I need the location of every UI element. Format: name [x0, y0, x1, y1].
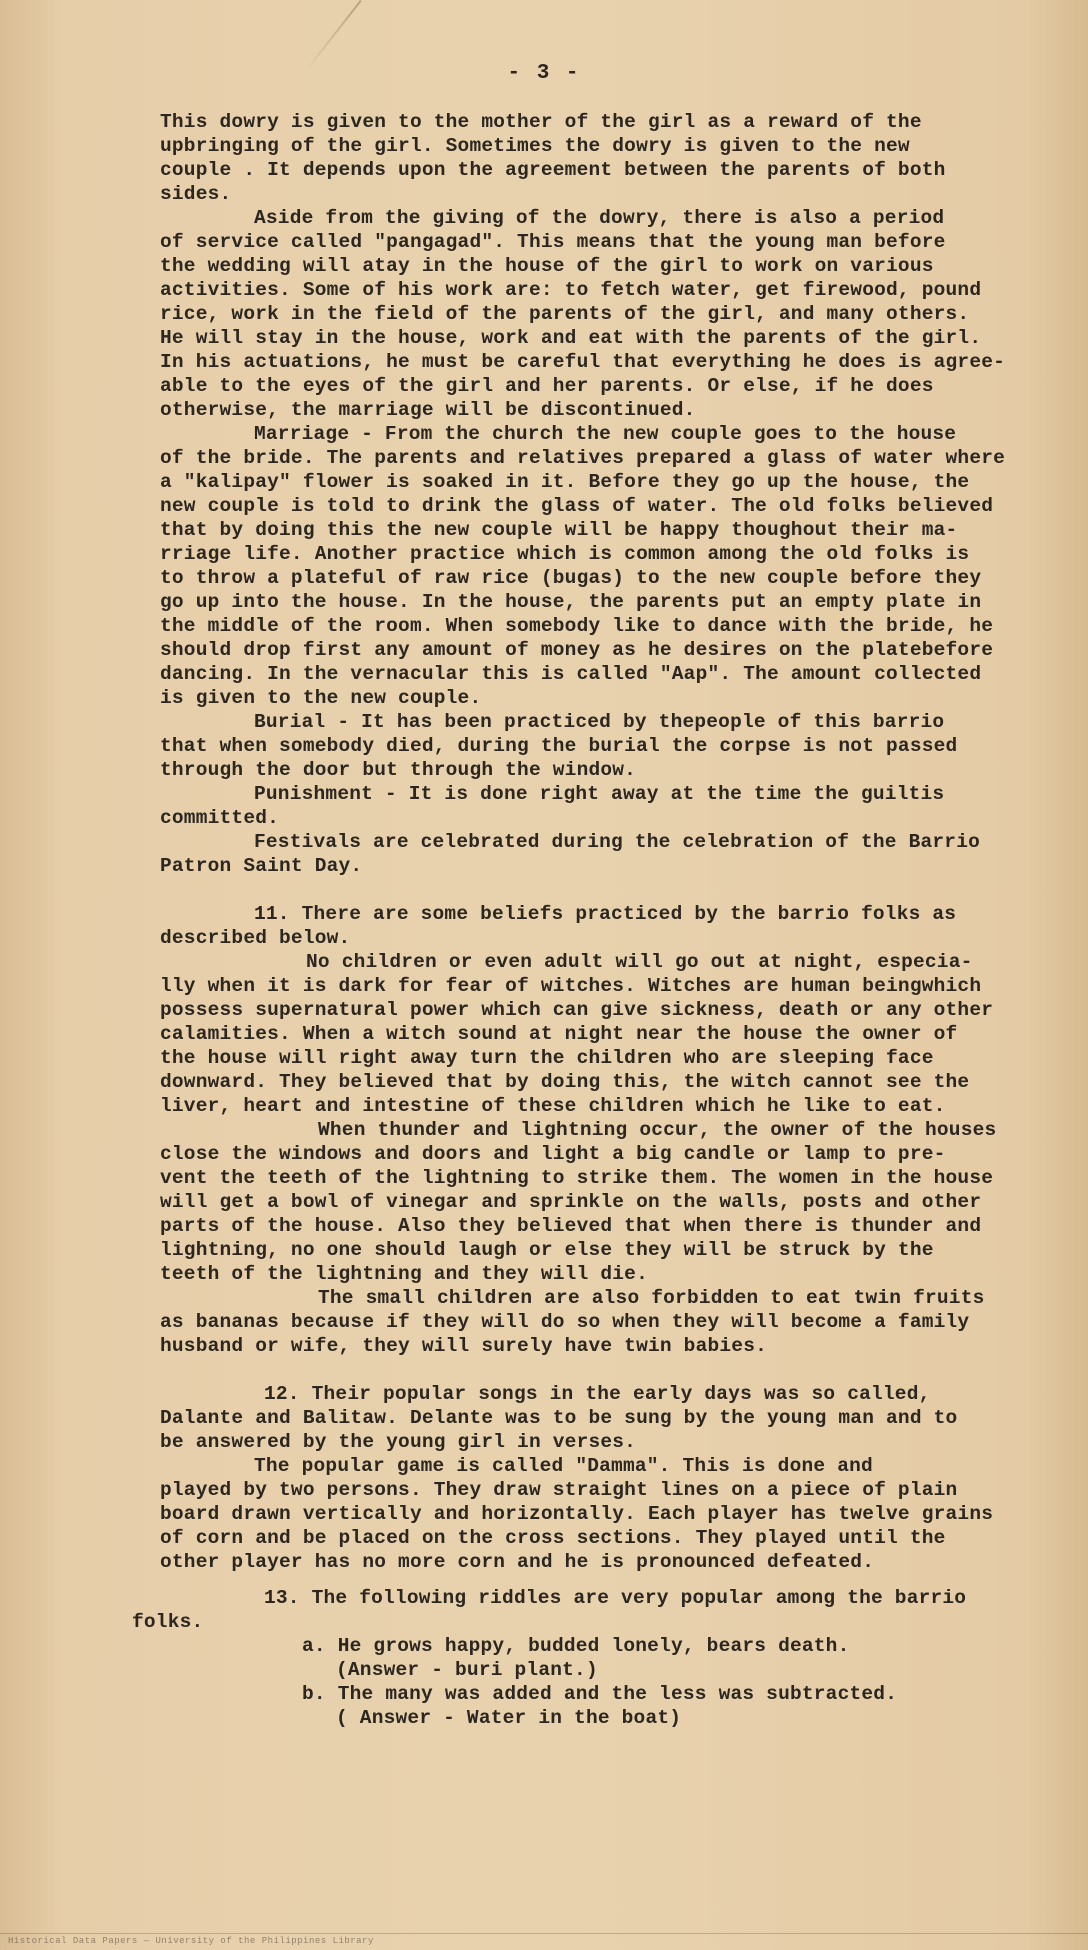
text-line: should drop first any amount of money as he desires on the platebefore: [160, 639, 994, 661]
text-line: 13. The following riddles are very popular among the barrio: [264, 1587, 967, 1609]
text-line: husband or wife, they will surely have twin babies.: [160, 1335, 767, 1357]
text-line: other player has no more corn and he is pronounced defeated.: [160, 1551, 875, 1573]
text-line: 12. Their popular songs in the early days was so called,: [264, 1383, 931, 1405]
paragraph-gap: [160, 1574, 1060, 1586]
text-line: the wedding will atay in the house of the girl to work on various: [160, 255, 934, 277]
text-line: In his actuations, he must be careful that everything he does is agree-: [160, 351, 1006, 373]
text-line: the house will right away turn the children who are sleeping face: [160, 1047, 934, 1069]
document-body: [132, 110, 1060, 1730]
text-line: of corn and be placed on the cross sections. They played until the: [160, 1527, 946, 1549]
text-line: upbringing of the girl. Sometimes the dowry is given to the new: [160, 135, 910, 157]
text-line: close the windows and doors and light a big candle or lamp to pre-: [160, 1143, 946, 1165]
text-line: activities. Some of his work are: to fetch water, get firewood, pound: [160, 279, 982, 301]
text-line: 11. There are some beliefs practiced by the barrio folks as: [254, 903, 957, 925]
text-line: Punishment - It is done right away at the time the guiltis: [254, 783, 945, 805]
text-line: will get a bowl of vinegar and sprinkle on the walls, posts and other: [160, 1191, 982, 1213]
text-line: able to the eyes of the girl and her parents. Or else, if he does: [160, 375, 934, 397]
text-line: parts of the house. Also they believed that when there is thunder and: [160, 1215, 982, 1237]
text-line: through the door but through the window.: [160, 759, 637, 781]
text-line: Burial - It has been practiced by thepeople of this barrio: [254, 711, 945, 733]
text-line: (Answer - buri plant.): [336, 1659, 598, 1681]
text-line: the middle of the room. When somebody like to dance with the bride, he: [160, 615, 994, 637]
paragraph-gap: [160, 878, 1060, 902]
archive-footer: Historical Data Papers — University of the Philippines Library: [8, 1936, 374, 1946]
text-line: board drawn vertically and horizontally. Each player has twelve grains: [160, 1503, 994, 1525]
text-line: vent the teeth of the lightning to strike them. The women in the house: [160, 1167, 994, 1189]
text-line: rice, work in the field of the parents of the girl, and many others.: [160, 303, 970, 325]
text-line: lly when it is dark for fear of witches. Witches are human beingwhich: [160, 975, 982, 997]
text-line: a. He grows happy, budded lonely, bears death.: [302, 1635, 850, 1657]
text-line: ( Answer - Water in the boat): [336, 1707, 682, 1729]
text-line: of service called "pangagad". This means that the young man before: [160, 231, 946, 253]
text-line: No children or even adult will go out at night, especia-: [306, 951, 973, 973]
text-line: Festivals are celebrated during the celebration of the Barrio: [254, 831, 981, 853]
text-line: be answered by the young girl in verses.: [160, 1431, 637, 1453]
text-line: b. The many was added and the less was subtracted.: [302, 1683, 898, 1705]
text-line: otherwise, the marriage will be discontinued.: [160, 399, 696, 421]
text-line: as bananas because if they will do so when they will become a family: [160, 1311, 970, 1333]
text-line: Aside from the giving of the dowry, there is also a period: [254, 207, 945, 229]
text-line: of the bride. The parents and relatives prepared a glass of water where: [160, 447, 1006, 469]
text-line: When thunder and lightning occur, the owner of the houses: [318, 1119, 997, 1141]
text-line: sides.: [160, 183, 232, 205]
text-line: The small children are also forbidden to eat twin fruits: [318, 1287, 985, 1309]
text-line: dancing. In the vernacular this is called "Aap". The amount collected: [160, 663, 982, 685]
text-line: a "kalipay" flower is soaked in it. Before they go up the house, the: [160, 471, 970, 493]
text-line: new couple is told to drink the glass of water. The old folks believed: [160, 495, 994, 517]
text-line: couple . It depends upon the agreement between the parents of both: [160, 159, 946, 181]
text-line: committed.: [160, 807, 280, 829]
text-line: teeth of the lightning and they will die.: [160, 1263, 648, 1285]
text-line: that when somebody died, during the burial the corpse is not passed: [160, 735, 958, 757]
text-line: downward. They believed that by doing this, the witch cannot see the: [160, 1071, 970, 1093]
text-line: calamities. When a witch sound at night near the house the owner of: [160, 1023, 958, 1045]
text-line: played by two persons. They draw straight lines on a piece of plain: [160, 1479, 958, 1501]
text-line: to throw a plateful of raw rice (bugas) to the new couple before they: [160, 567, 982, 589]
text-line: rriage life. Another practice which is common among the old folks is: [160, 543, 970, 565]
text-line: is given to the new couple.: [160, 687, 482, 709]
text-line: He will stay in the house, work and eat with the parents of the girl.: [160, 327, 982, 349]
text-line: Marriage - From the church the new couple goes to the house: [254, 423, 957, 445]
text-line: The popular game is called "Damma". This is done and: [254, 1455, 873, 1477]
text-line: described below.: [160, 927, 351, 949]
page-number: - 3 -: [507, 62, 581, 85]
text-line: liver, heart and intestine of these children which he like to eat.: [160, 1095, 946, 1117]
text-line: Dalante and Balitaw. Delante was to be sung by the young man and to: [160, 1407, 958, 1429]
paragraph-gap: [160, 1358, 1060, 1382]
text-line: that by doing this the new couple will be happy thoughout their ma-: [160, 519, 958, 541]
text-line: lightning, no one should laugh or else they will be struck by the: [160, 1239, 934, 1261]
text-line: Patron Saint Day.: [160, 855, 363, 877]
text-line: possess supernatural power which can give sickness, death or any other: [160, 999, 994, 1021]
text-line: folks.: [132, 1611, 204, 1633]
text-line: go up into the house. In the house, the parents put an empty plate in: [160, 591, 982, 613]
text-line: This dowry is given to the mother of the girl as a reward of the: [160, 111, 922, 133]
